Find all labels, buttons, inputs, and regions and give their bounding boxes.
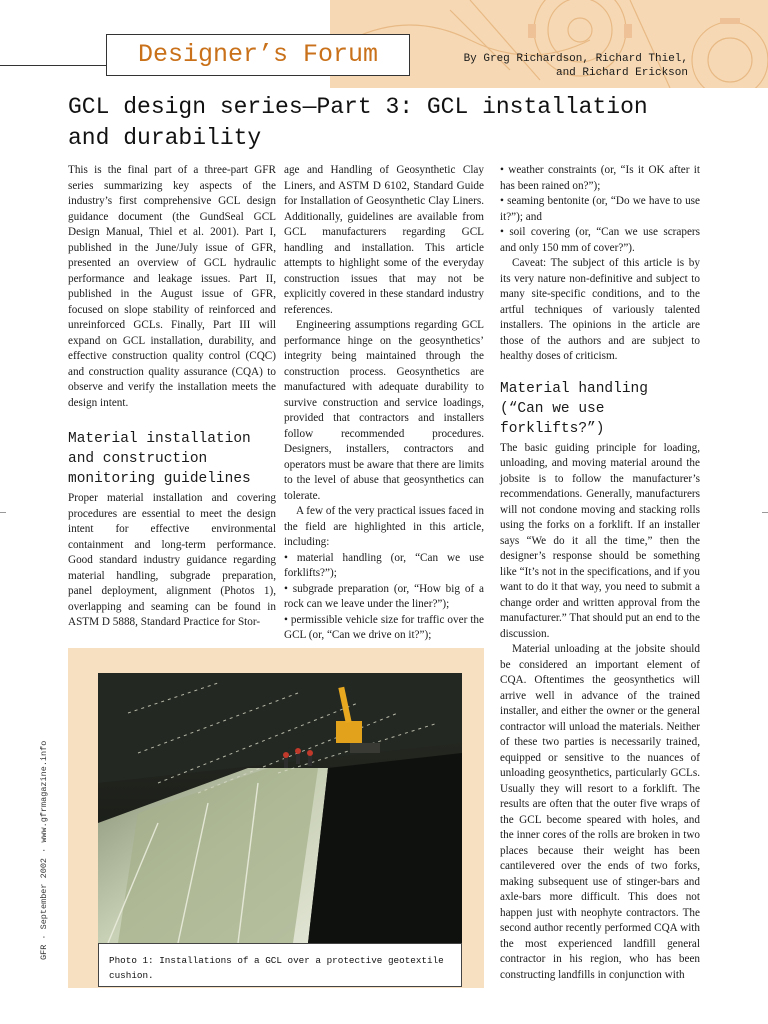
crop-mark (0, 512, 6, 513)
byline (412, 52, 688, 80)
paragraph: Engineering assumptions regarding GCL performance hinge on the geosynthetics’ integrity being maintained through the construction process. Geosynthetics are manufactured with adequate durability to survive construction and service loadings, provided that contractors and installers follow recommended procedures. Designers, installers, contractors and operators must be aware that there are limits to the level of abuse that geosynthetics can tolerate. (284, 319, 484, 502)
paragraph: A few of the very practical issues faced in the field are highlighted in this article, including: (284, 505, 484, 548)
intro-paragraph: This is the final part of a three-part GFR series summarizing key aspects of the industry’s first comprehensive GCL design guidance document (the GundSeal GCL Design Manual, Thiel et al. 2001). Part I, published in the June/July issue of GFR, presented an overview of GCL hydraulic performance and leakage issues. Part II, published in the August issue of GFR, focused on slope stability of reinforced and unreinforced GCLs. Finally, Part III will expand on GCL installation, durability, and effective construction quality control (CQC) and construction quality assurance (CQA) to observe and verify the installation meets the design intent. (68, 164, 276, 409)
byline-line-2: and Richard Erickson (555, 67, 688, 79)
paragraph: Proper material installation and covering procedures are essential to meet the design intent for effective environmental containment and long-term performance. Good standard industry guidance regarding material handling, subgrade preparation, panel deployment, alignment (Photos 1), overlapping and seaming can be found in ASTM D 5888, Standard Practice for Stor- (68, 492, 276, 628)
bullet-item: • seaming bentonite (or, “Do we have to use it?”); and (500, 195, 700, 223)
paragraph: The basic guiding principle for loading, unloading, and moving material around the jobsite is to follow the manufacturer’s recommendations. Generally, manufacturers will not condone moving and stacking rolls using the forks on a forklift. If an installer says “We do it all the time,” then the designer’s response should be something like “It’s not in the specifications, and if you want to do it that way, you need to submit a change order and written approval from the manufacturer.” That should put an end to the discussion. (500, 441, 700, 640)
bullet-item: • soil covering (or, “Can we use scrapers and only 150 mm of cover?”). (500, 226, 700, 254)
column-1 (68, 163, 276, 631)
column-3 (500, 163, 700, 983)
bullet-item: • material handling (or, “Can we use forklifts?”); (284, 551, 484, 579)
sidebar-folio: GFR · September 2002 · www.gfrmagazine.info (39, 740, 49, 960)
article-title: GCL design series—Part 3: GCL installation and durability (68, 94, 648, 151)
caveat-paragraph: Caveat: The subject of this article is by its very nature non-definitive and subject to many site-specific conditions, and to the artful techniques of variously talented installers. The opinions in the article are those of the authors and are subject to healthy doses of criticism. (500, 257, 700, 362)
column-2 (284, 163, 484, 644)
section-title: Designer’s Forum (106, 34, 410, 76)
bullet-item: • permissible vehicle size for traffic over the GCL (or, “Can we drive on it?”); (284, 613, 484, 641)
paragraph: age and Handling of Geosynthetic Clay Liners, and ASTM D 6102, Standard Guide for Installation of Geosynthetic Clay Liners. Additionally, guidelines are available from GCL manufacturers regarding GCL handling and installation. This article attempts to highlight some of the everyday construction issues that may not be explicitly covered in these standard industry references. (284, 164, 484, 316)
subhead-material-installation: Material installation and construction monitoring guidelines (68, 431, 251, 487)
byline-line-1: By Greg Richardson, Richard Thiel, (463, 53, 688, 65)
photo-gcl-installation (98, 673, 462, 943)
crop-mark (762, 512, 768, 513)
header-rule (0, 65, 106, 66)
bullet-item: • subgrade preparation (or, “How big of a rock can we leave under the liner?”); (284, 582, 484, 610)
paragraph: Material unloading at the jobsite should be considered an important element of CQA. Oftentimes the geosynthetics will arrive well in advance of the trained installer, and either the owner or the general contractor will unload the materials. Neither of these two parties is necessarily trained, equipped or sensitive to the nuances of unloading geosynthetics, particularly GCLs. Usually they will resort to a forklift. The results are often that the outer five wraps of the GCL become speared with holes, and the inner cores of the rolls are broken in two places because their weight has been cantilevered over the ends of two forks, making subsequent use of stinger-bars and axle-bars more difficult. This does not happen just with neophyte contractors. The second author recently performed CQA with the most experienced landfill general contractor in his region, who has been constructing landfills in conjunction with (500, 643, 700, 981)
bullet-item: • weather constraints (or, “Is it OK after it has been rained on?”); (500, 164, 700, 192)
landfill-slope-image (98, 673, 462, 943)
photo-caption: Photo 1: Installations of a GCL over a protective geotextile cushion. (98, 943, 462, 987)
subhead-material-handling: Material handling (“Can we use forklifts?”) (500, 380, 648, 437)
